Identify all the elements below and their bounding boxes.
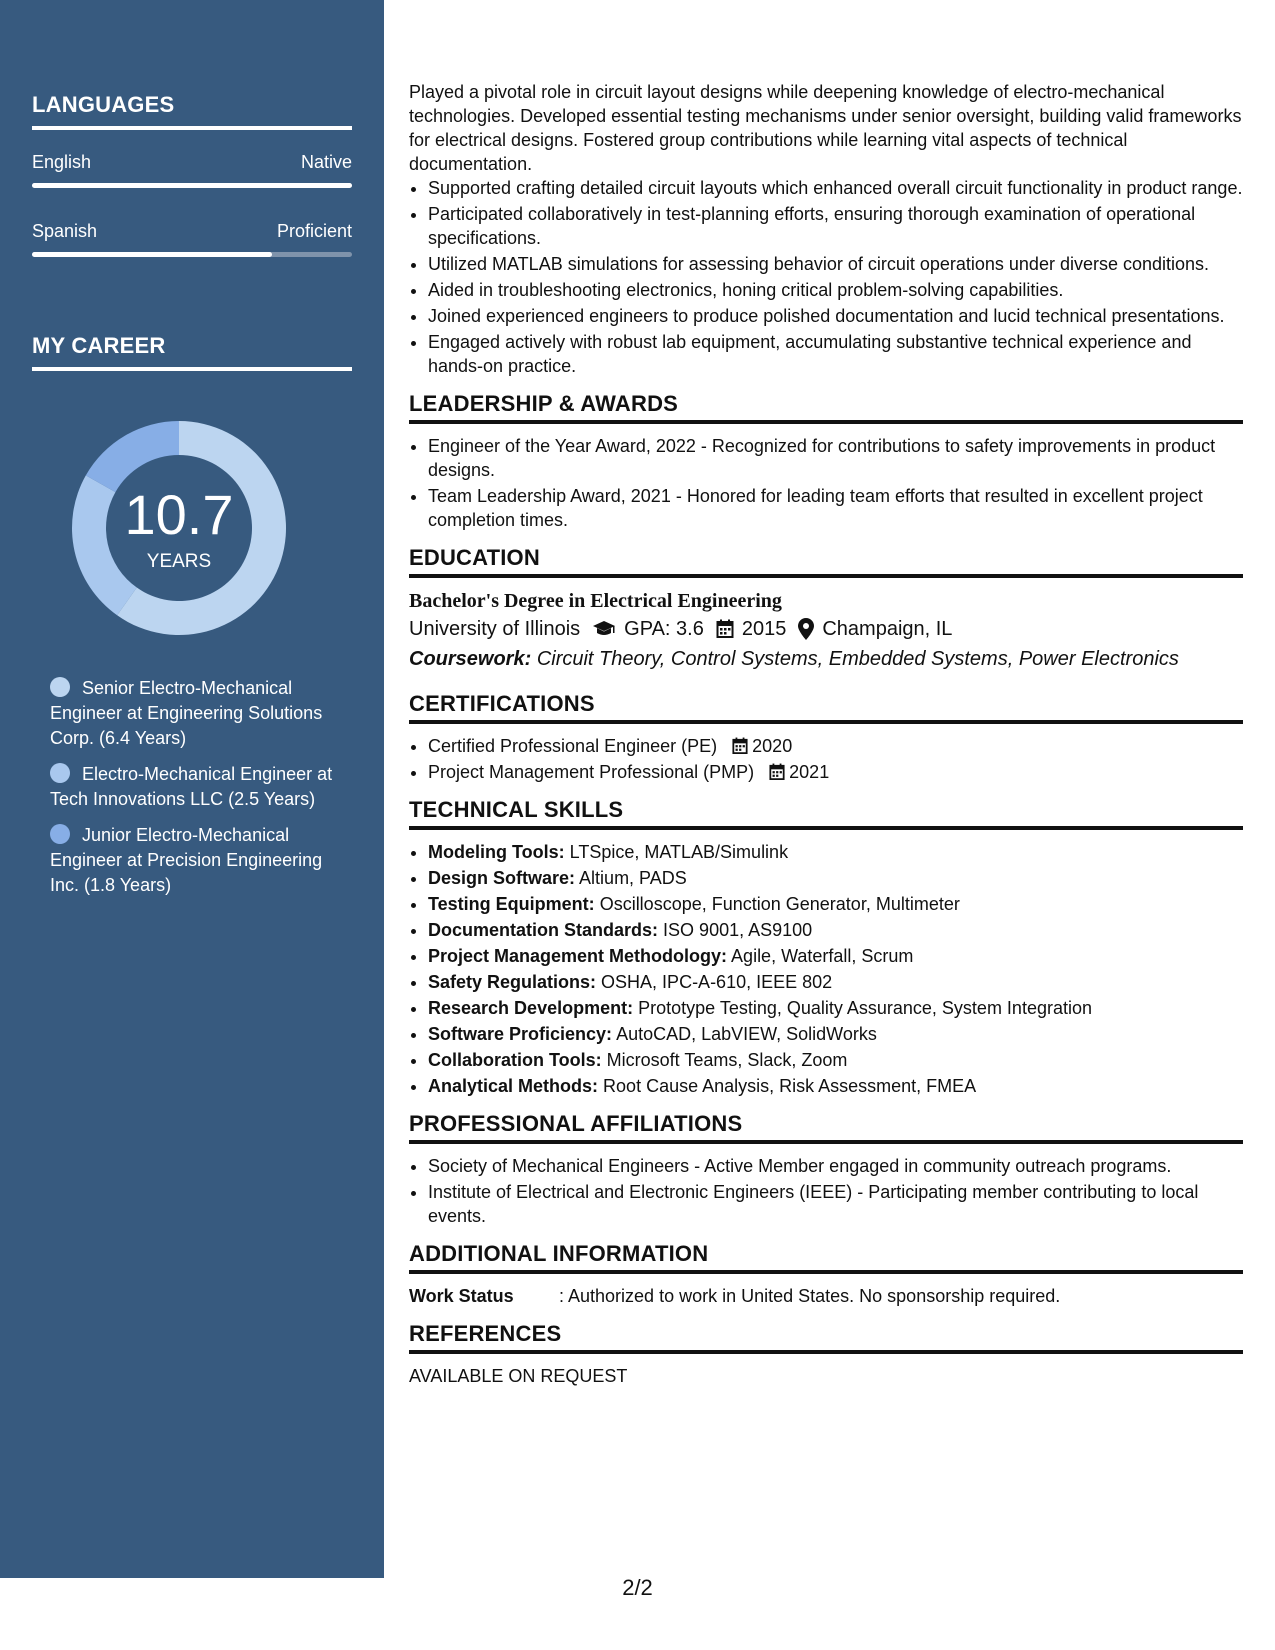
certifications-list [409, 734, 1243, 784]
bullet-dot-icon [50, 763, 70, 783]
skill-value: Agile, Waterfall, Scrum [731, 946, 914, 966]
skill-item [428, 970, 1243, 994]
calendar-icon [716, 619, 734, 639]
career-item-text: Junior Electro-Mechanical Engineer at Precision Engineering Inc. (1.8 Years) [50, 825, 323, 895]
main-content [409, 80, 1243, 1388]
list-item: • Team Leadership Award, 2021 - Honored for leading team efforts that resulted in excellent project completion times. [428, 484, 1243, 532]
coursework-label: Coursework: [409, 648, 532, 670]
skill-item [428, 1048, 1243, 1072]
skill-label: Project Management Methodology: [428, 946, 728, 966]
career-unit: YEARS [146, 551, 212, 572]
education-location: Champaign, IL [822, 618, 953, 640]
list-item: • Utilized MATLAB simulations for assessing behavior of circuit operations under diverse conditions. [428, 252, 1243, 276]
languages-heading: LANGUAGES [32, 92, 352, 130]
skill-value: Microsoft Teams, Slack, Zoom [606, 1050, 848, 1070]
section-title-skills: TECHNICAL SKILLS [409, 798, 1243, 830]
skill-value: OSHA, IPC-A-610, IEEE 802 [601, 972, 833, 992]
education-details [409, 614, 1243, 644]
skill-item [428, 892, 1243, 916]
skill-item [428, 840, 1243, 864]
experience-bullets [409, 176, 1243, 378]
skill-label: Documentation Standards: [428, 920, 659, 940]
language-bar-english [32, 183, 352, 188]
education-year: 2015 [741, 618, 787, 640]
education-degree: Bachelor's Degree in Electrical Engineering [409, 590, 782, 612]
career-donut [66, 415, 292, 641]
skill-value: AutoCAD, LabVIEW, SolidWorks [616, 1024, 877, 1044]
coursework-value: Circuit Theory, Control Systems, Embedded Systems, Power Electronics [536, 648, 1179, 670]
skill-value: Oscilloscope, Function Generator, Multimeter [599, 894, 960, 914]
career-item-text: Senior Electro-Mechanical Engineer at Engineering Solutions Corp. (6.4 Years) [50, 678, 323, 748]
language-name: Spanish [32, 221, 98, 241]
skill-label: Collaboration Tools: [428, 1050, 602, 1070]
career-item [50, 823, 340, 898]
section-title-references: REFERENCES [409, 1322, 1243, 1354]
skill-value: Root Cause Analysis, Risk Assessment, FMEA [603, 1076, 977, 1096]
section-title-certifications: CERTIFICATIONS [409, 692, 1243, 724]
career-item [50, 676, 340, 751]
list-item: • Engineer of the Year Award, 2022 - Recognized for contributions to safety improvements in product designs. [428, 434, 1243, 482]
skills-list [409, 840, 1243, 1098]
career-total: 10.7 [124, 483, 234, 546]
skill-value: LTSpice, MATLAB/Simulink [569, 842, 789, 862]
career-list [50, 676, 340, 909]
education-coursework [409, 644, 1243, 674]
language-bar-spanish [32, 252, 352, 257]
language-level: Proficient [276, 221, 352, 241]
skill-label: Design Software: [428, 868, 576, 888]
skill-value: Prototype Testing, Quality Assurance, System Integration [638, 998, 1092, 1018]
skill-label: Analytical Methods: [428, 1076, 599, 1096]
list-item: • Aided in troubleshooting electronics, honing critical problem-solving capabilities. [428, 278, 1243, 302]
list-item: • Institute of Electrical and Electronic Engineers (IEEE) - Participating member contributing to local events. [428, 1180, 1243, 1228]
location-pin-icon [798, 618, 814, 640]
skill-value: Altium, PADS [579, 868, 687, 888]
experience-intro: Played a pivotal role in circuit layout designs while deepening knowledge of electro-mechanical technologies. Developed essential testing mechanisms under senior oversight, building valid frameworks for electrical designs. Fostered group contributions while learning vital aspects of technical documentation. [409, 82, 1242, 174]
certification-name: Certified Professional Engineer (PE) [428, 736, 718, 756]
skill-label: Testing Equipment: [428, 894, 595, 914]
career-item-text: Electro-Mechanical Engineer at Tech Innovations LLC (2.5 Years) [50, 764, 333, 809]
calendar-icon [769, 763, 785, 781]
skill-item [428, 918, 1243, 942]
skill-item [428, 866, 1243, 890]
career-item [50, 762, 340, 812]
skill-label: Safety Regulations: [428, 972, 597, 992]
skill-item [428, 944, 1243, 968]
section-title-leadership: LEADERSHIP & AWARDS [409, 392, 1243, 424]
list-item: • Participated collaboratively in test-planning efforts, ensuring thorough examination of operational specifications. [428, 202, 1243, 250]
language-bar-fill [32, 183, 352, 188]
certification-year: 2021 [789, 762, 830, 782]
list-item: • Joined experienced engineers to produce polished documentation and lucid technical presentations. [428, 304, 1243, 328]
skill-value: ISO 9001, AS9100 [663, 920, 813, 940]
education-school: University of Illinois [409, 618, 581, 640]
work-status-label: Work Status [409, 1286, 514, 1306]
graduation-cap-icon [592, 620, 616, 638]
bullet-dot-icon [50, 677, 70, 697]
affiliations-list [409, 1154, 1243, 1228]
donut-slice-3 [86, 421, 179, 492]
list-item: • Supported crafting detailed circuit layouts which enhanced overall circuit functionality in product range. [428, 176, 1243, 200]
skill-label: Modeling Tools: [428, 842, 565, 862]
section-title-additional: ADDITIONAL INFORMATION [409, 1242, 1243, 1274]
career-heading: MY CAREER [32, 333, 352, 371]
education-gpa: GPA: 3.6 [624, 618, 704, 640]
language-bar-fill [32, 252, 272, 257]
leadership-list [409, 434, 1243, 532]
language-level: Native [300, 152, 352, 172]
certification-year: 2020 [752, 736, 793, 756]
sidebar [0, 0, 384, 1578]
language-name: English [32, 152, 92, 172]
bullet-dot-icon [50, 824, 70, 844]
skill-item [428, 1022, 1243, 1046]
calendar-icon [732, 737, 748, 755]
page-number: 2/2 [622, 1575, 653, 1600]
skill-label: Software Proficiency: [428, 1024, 613, 1044]
skill-item [428, 1074, 1243, 1098]
references-text: AVAILABLE ON REQUEST [409, 1366, 628, 1386]
skill-item [428, 996, 1243, 1020]
work-status-value: : Authorized to work in United States. No sponsorship required. [559, 1286, 1061, 1306]
certification-item [428, 760, 1243, 784]
work-status-row [409, 1284, 1243, 1308]
list-item: • Engaged actively with robust lab equipment, accumulating substantive technical experience and hands-on practice. [428, 330, 1243, 378]
certification-name: Project Management Professional (PMP) [428, 762, 755, 782]
certification-item [428, 734, 1243, 758]
list-item: • Society of Mechanical Engineers - Active Member engaged in community outreach programs. [428, 1154, 1243, 1178]
section-title-education: EDUCATION [409, 546, 1243, 578]
skill-label: Research Development: [428, 998, 634, 1018]
section-title-affiliations: PROFESSIONAL AFFILIATIONS [409, 1112, 1243, 1144]
